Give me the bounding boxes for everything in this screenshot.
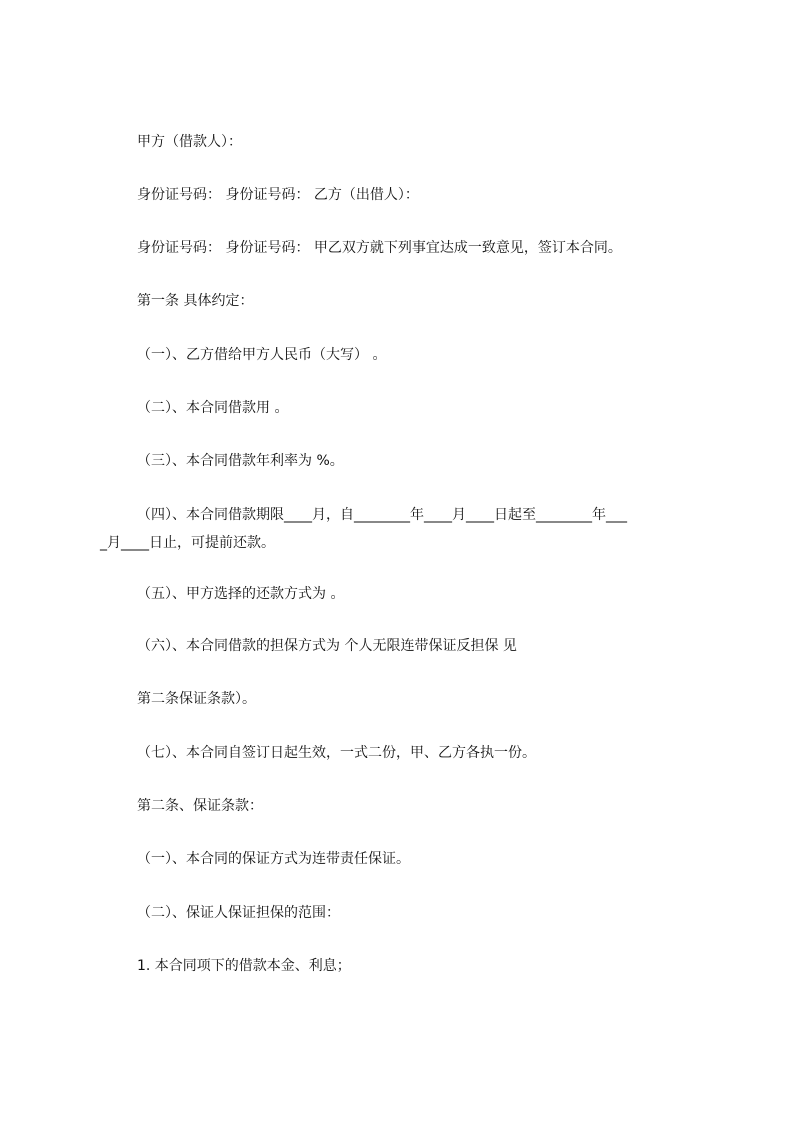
clause-5-repayment-method: （五）、甲方选择的还款方式为 。 — [137, 586, 345, 602]
clause-1-loan-amount: （一）、乙方借给甲方人民币（大写） 。 — [137, 347, 387, 363]
clause-6-guarantee-cont: 第二条保证条款）。 — [137, 691, 256, 707]
clause-4-loan-term: （四）、本合同借款期限____月，自________年____月____日起至________年___ — [137, 507, 627, 523]
clause-4-loan-term-cont: _月____日止，可提前还款。 — [100, 535, 275, 551]
clause-6-guarantee-method: （六）、本合同借款的担保方式为 个人无限连带保证反担保 见 — [137, 638, 517, 654]
id-number-line-party-b: 身份证号码： 身份证号码： 乙方（出借人）： — [137, 187, 419, 203]
party-a-heading: 甲方（借款人）： — [137, 134, 242, 150]
article-two-heading: 第二条、保证条款： — [137, 798, 263, 814]
article-one-heading: 第一条 具体约定： — [137, 293, 254, 309]
guarantee-clause-2: （二）、保证人保证担保的范围： — [137, 905, 340, 921]
clause-2-loan-purpose: （二）、本合同借款用 。 — [137, 400, 289, 416]
clause-7-effectiveness: （七）、本合同自签订日起生效，一式二份，甲、乙方各执一份。 — [137, 745, 536, 761]
clause-3-interest-rate: （三）、本合同借款年利率为 %。 — [137, 453, 344, 469]
guarantee-clause-1: （一）、本合同的保证方式为连带责任保证。 — [137, 851, 410, 867]
id-number-line-agreement: 身份证号码： 身份证号码： 甲乙双方就下列事宜达成一致意见，签订本合同。 — [137, 240, 622, 256]
guarantee-scope-item-1: 1. 本合同项下的借款本金、利息； — [137, 958, 351, 974]
